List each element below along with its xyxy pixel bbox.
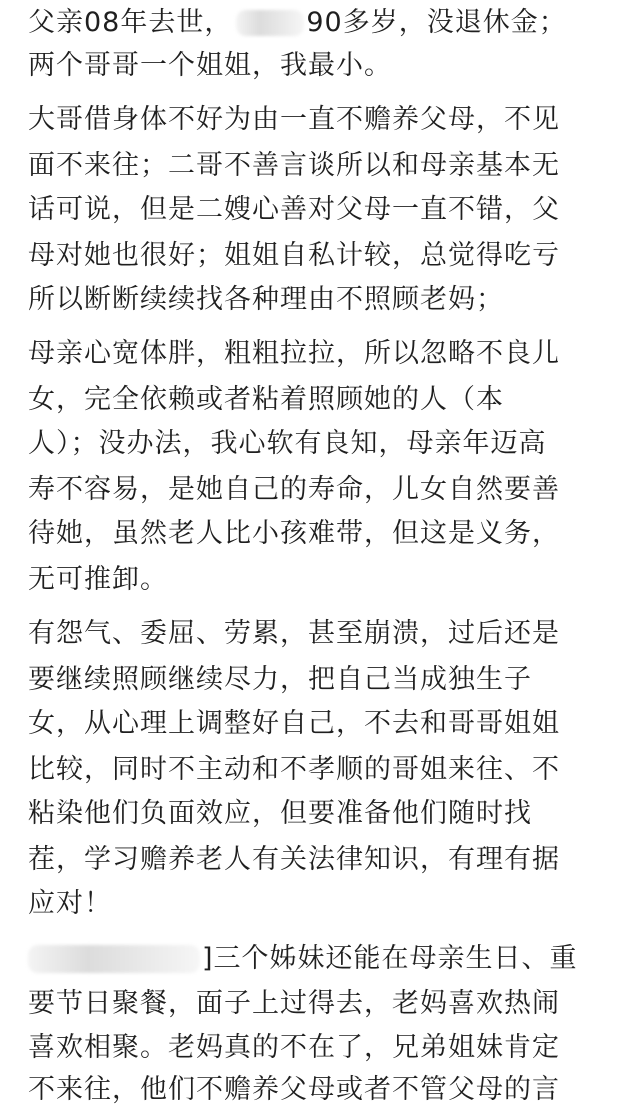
text-segment: 父亲08年去世， <box>28 6 233 38</box>
text-line: 要节日聚餐，面子上过得去，老妈喜欢热闹 <box>28 988 560 1019</box>
redacted-blur <box>236 10 304 36</box>
text-line: 茬，学习赡养老人有关法律知识，有理有据 <box>28 844 560 875</box>
text-line: 母对她也很好；姐姐自私计较，总觉得吃亏 <box>28 240 560 271</box>
text-line: 大哥借身体不好为由一直不赡养父母，不见 <box>28 104 560 135</box>
text-line: 所以断断续续找各种理由不照顾老妈； <box>28 284 504 315</box>
text-line: 不来往，他们不赡养父母或者不管父母的言 <box>28 1074 560 1105</box>
text-line: 应对！ <box>28 888 112 919</box>
text-line: 人）；没办法，我心软有良知，母亲年迈高 <box>28 428 547 459</box>
text-line: 粘染他们负面效应，但要准备他们随时找 <box>28 798 532 829</box>
text-line: 两个哥哥一个姐姐，我最小。 <box>28 50 392 81</box>
text-line: 母亲心宽体胖，粗粗拉拉，所以忽略不良儿 <box>28 338 560 369</box>
text-line: 有怨气、委屈、劳累，甚至崩溃，过后还是 <box>28 618 560 649</box>
text-line: 无可推卸。 <box>28 564 168 595</box>
text-line: 女，完全依赖或者粘着照顾她的人（本 <box>28 384 504 415</box>
text-line: 比较，同时不主动和不孝顺的哥姐来往、不 <box>28 754 560 785</box>
text-line: 要继续照顾继续尽力，把自己当成独生子 <box>28 664 532 695</box>
redacted-blur <box>28 945 200 973</box>
text-segment: ]三个姊妹还能在母亲生日、重 <box>202 942 578 974</box>
text-line: 喜欢相聚。老妈真的不在了，兄弟姐妹肯定 <box>28 1032 560 1063</box>
text-line: 面不来往；二哥不善言谈所以和母亲基本无 <box>28 150 560 181</box>
text-line: 话可说，但是二嫂心善对父母一直不错，父 <box>28 194 560 225</box>
text-line <box>28 2 567 42</box>
text-segment: 90多岁，没退休金； <box>306 6 567 38</box>
text-line: 待她，虽然老人比小孩难带，但这是义务， <box>28 518 560 549</box>
text-line: 寿不容易，是她自己的寿命，儿女自然要善 <box>28 474 560 505</box>
text-line: 女，从心理上调整好自己，不去和哥哥姐姐 <box>28 708 560 739</box>
text-line <box>28 938 578 978</box>
